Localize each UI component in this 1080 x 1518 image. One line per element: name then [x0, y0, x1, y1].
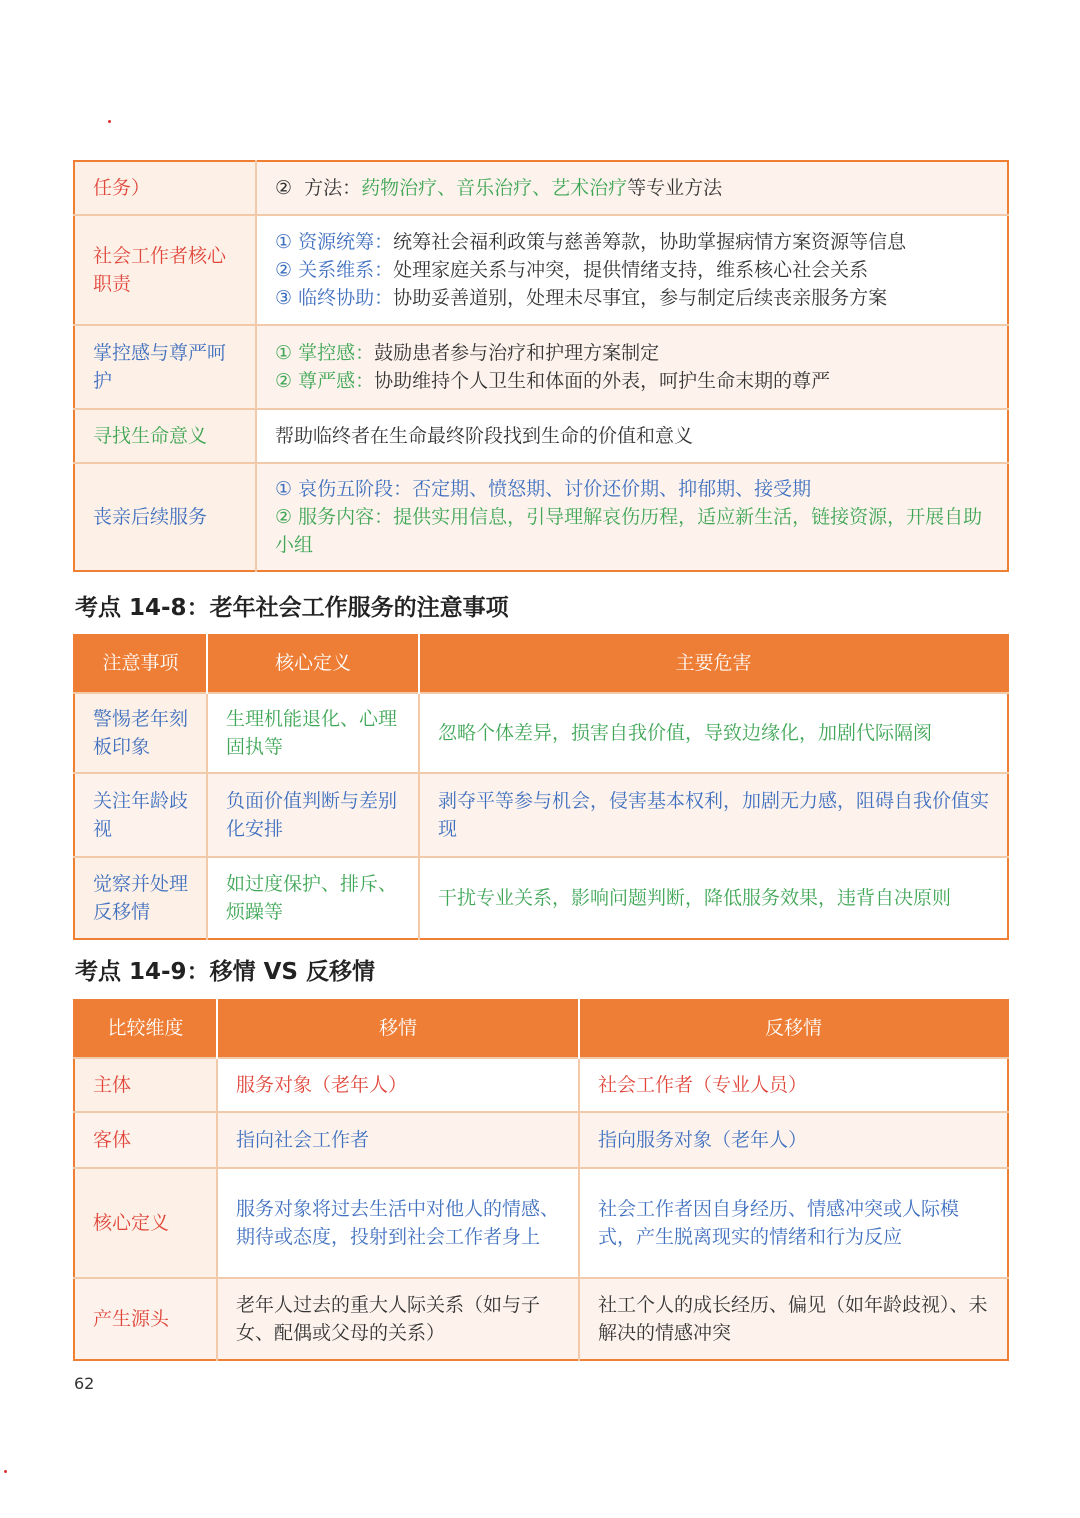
table-cell: 如过度保护、排斥、烦躁等 [207, 857, 419, 939]
decorative-dot [108, 120, 111, 123]
table-cell: 产生源头 [74, 1278, 217, 1360]
table-cell: 警惕老年刻板印象 [74, 693, 207, 773]
content-line [275, 339, 989, 367]
table-cell: 客体 [74, 1112, 217, 1168]
section-heading [75, 589, 509, 622]
row-label: 社会工作者核心职责 [74, 215, 256, 325]
line-text-green: 提供实用信息，引导理解哀伤历程，适应新生活，链接资源，开展自助小组 [275, 506, 983, 556]
line-key: 掌控感： [298, 342, 375, 364]
line-text: 统筹社会福利政策与慈善筹款，协助掌握病情方案资源等信息 [393, 231, 907, 253]
line-key: 临终协助： [298, 287, 394, 309]
table-cell: 社会工作者（专业人员） [579, 1058, 1008, 1112]
table-row [74, 773, 1008, 857]
table-row [74, 1278, 1008, 1360]
row-content [256, 325, 1008, 409]
precautions-table [73, 634, 1009, 940]
line-number: ② [275, 370, 293, 392]
table-cell: 觉察并处理反移情 [74, 857, 207, 939]
line-key: 哀伤五阶段： [298, 478, 413, 500]
table-row [74, 1058, 1008, 1112]
page-number: 62 [74, 1374, 95, 1393]
line-number: ① [275, 231, 293, 253]
row-label: 丧亲后续服务 [74, 463, 256, 571]
section-title: 移情 VS 反移情 [209, 959, 375, 985]
table-cell: 社会工作者因自身经历、情感冲突或人际模式，产生脱离现实的情绪和行为反应 [579, 1168, 1008, 1278]
line-text-green: 药物治疗、音乐治疗、艺术治疗 [361, 177, 628, 199]
column-header: 反移情 [579, 999, 1008, 1058]
line-key: 方法： [304, 177, 362, 199]
row-content [256, 161, 1008, 215]
transference-comparison-table [73, 999, 1009, 1361]
column-header: 移情 [217, 999, 579, 1058]
table-cell: 指向社会工作者 [217, 1112, 579, 1168]
column-header: 注意事项 [74, 634, 207, 693]
section-separator: ： [186, 595, 210, 621]
content-line [275, 503, 989, 559]
section-number: 考点 14-8 [75, 595, 187, 621]
table-row [74, 325, 1008, 409]
line-text-blue: 否定期、愤怒期、讨价还价期、抑郁期、接受期 [412, 478, 812, 500]
content-line [275, 256, 989, 284]
row-label: 寻找生命意义 [74, 409, 256, 463]
table-cell: 核心定义 [74, 1168, 217, 1278]
section-title: 老年社会工作服务的注意事项 [209, 595, 509, 621]
content-line [275, 228, 989, 256]
table-cell: 剥夺平等参与机会，侵害基本权利，加剧无力感，阻碍自我价值实现 [419, 773, 1008, 857]
row-content [256, 409, 1008, 463]
continuation-table [73, 160, 1009, 572]
line-text: 协助维持个人卫生和体面的外表，呵护生命末期的尊严 [374, 370, 831, 392]
table-cell: 关注年龄歧视 [74, 773, 207, 857]
table-row [74, 857, 1008, 939]
content-line [275, 284, 989, 312]
line-key: 资源统筹： [298, 231, 394, 253]
table-cell: 社工个人的成长经历、偏见（如年龄歧视）、未解决的情感冲突 [579, 1278, 1008, 1360]
table-row [74, 161, 1008, 215]
row-label: 任务） [74, 161, 256, 215]
section-separator: ： [186, 959, 210, 985]
line-text: 协助妥善道别，处理未尽事宜，参与制定后续丧亲服务方案 [393, 287, 888, 309]
line-text: 处理家庭关系与冲突，提供情绪支持，维系核心社会关系 [393, 259, 869, 281]
table-row [74, 215, 1008, 325]
line-number: ① [275, 478, 293, 500]
column-header: 比较维度 [74, 999, 217, 1058]
table-row [74, 1112, 1008, 1168]
content-line [275, 367, 989, 395]
line-text: 等专业方法 [627, 177, 723, 199]
table-cell: 老年人过去的重大人际关系（如与子女、配偶或父母的关系） [217, 1278, 579, 1360]
row-content [256, 463, 1008, 571]
column-header: 主要危害 [419, 634, 1008, 693]
line-text: 鼓励患者参与治疗和护理方案制定 [374, 342, 660, 364]
table-cell: 服务对象（老年人） [217, 1058, 579, 1112]
table-row [74, 1168, 1008, 1278]
line-key: 尊严感： [298, 370, 375, 392]
line-text: 帮助临终者在生命最终阶段找到生命的价值和意义 [275, 425, 694, 447]
line-key: 服务内容： [298, 506, 394, 528]
table-header-row [74, 999, 1008, 1058]
line-number: ③ [275, 287, 293, 309]
content-line [275, 475, 989, 503]
table-cell: 服务对象将过去生活中对他人的情感、期待或态度，投射到社会工作者身上 [217, 1168, 579, 1278]
table-row [74, 693, 1008, 773]
table-row [74, 409, 1008, 463]
table-cell: 生理机能退化、心理固执等 [207, 693, 419, 773]
line-number: ② [275, 177, 293, 199]
table-cell: 忽略个体差异，损害自我价值，导致边缘化，加剧代际隔阂 [419, 693, 1008, 773]
row-label: 掌控感与尊严呵护 [74, 325, 256, 409]
row-content [256, 215, 1008, 325]
line-number: ② [275, 259, 293, 281]
column-header: 核心定义 [207, 634, 419, 693]
line-number: ① [275, 342, 293, 364]
line-number: ② [275, 506, 293, 528]
table-cell: 指向服务对象（老年人） [579, 1112, 1008, 1168]
content-line [275, 174, 989, 202]
table-header-row [74, 634, 1008, 693]
line-key: 关系维系： [298, 259, 394, 281]
section-heading [75, 953, 375, 986]
content-line [275, 422, 989, 450]
table-cell: 主体 [74, 1058, 217, 1112]
decorative-dot [4, 1470, 7, 1473]
table-cell: 干扰专业关系，影响问题判断，降低服务效果，违背自决原则 [419, 857, 1008, 939]
table-row [74, 463, 1008, 571]
table-cell: 负面价值判断与差别化安排 [207, 773, 419, 857]
section-number: 考点 14-9 [75, 959, 187, 985]
